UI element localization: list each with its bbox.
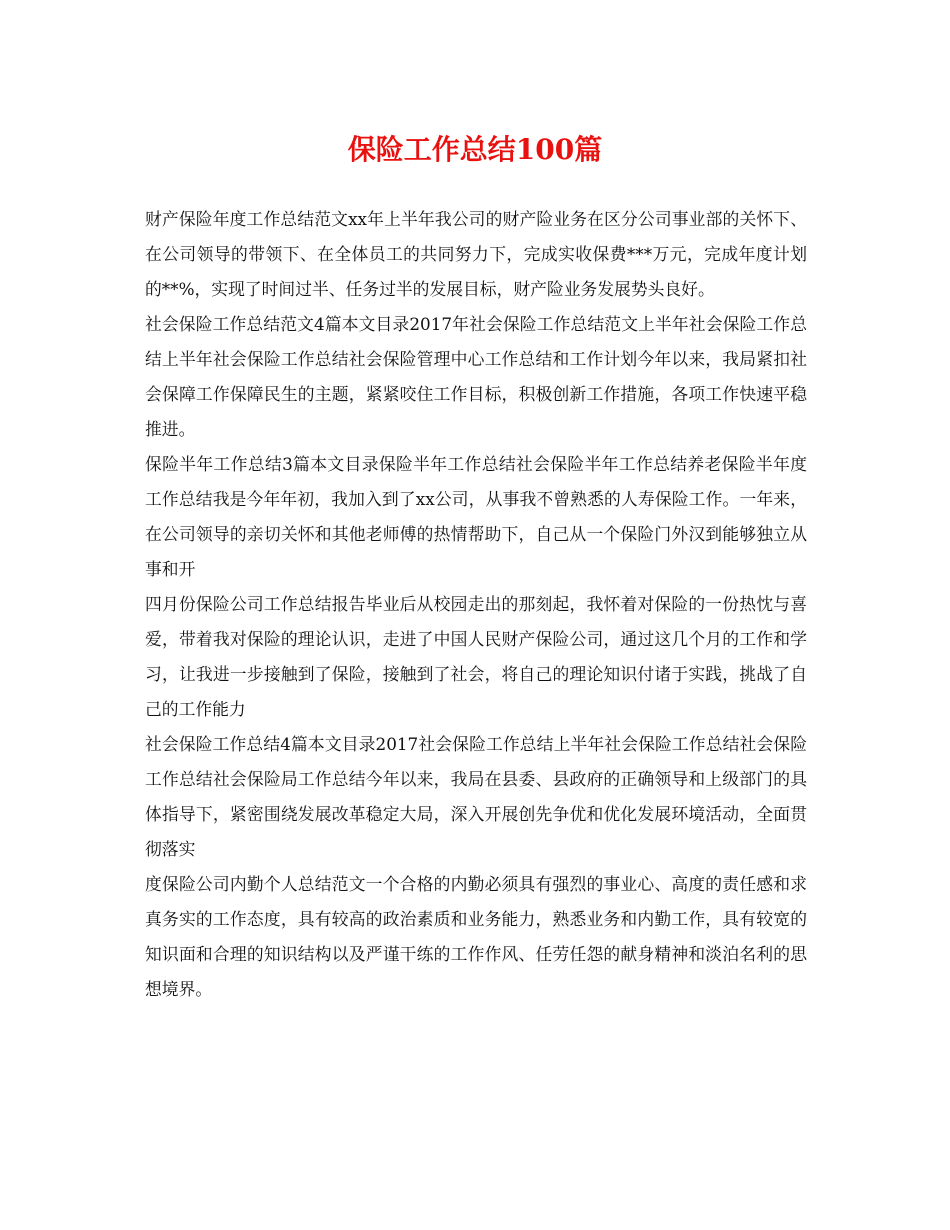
document-body [145,202,807,1007]
paragraph-5: 社会保险工作总结4篇本文目录2017社会保险工作总结上半年社会保险工作总结社会保险工作总结社会保险局工作总结今年以来，我局在县委、县政府的正确领导和上级部门的具体指导下，紧密围绕发展改革稳定大局，深入开展创先争优和优化发展环境活动，全面贯彻落实 [145,734,807,859]
paragraph-3: 保险半年工作总结3篇本文目录保险半年工作总结社会保险半年工作总结养老保险半年度工作总结我是今年年初，我加入到了xx公司，从事我不曾熟悉的人寿保险工作。一年来，在公司领导的亲切关怀和其他老师傅的热情帮助下，自己从一个保险门外汉到能够独立从事和开 [145,454,807,579]
paragraph-6: 度保险公司内勤个人总结范文一个合格的内勤必须具有强烈的事业心、高度的责任感和求真务实的工作态度，具有较高的政治素质和业务能力，熟悉业务和内勤工作，具有较宽的知识面和合理的知识结构以及严谨干练的工作作风、任劳任怨的献身精神和淡泊名利的思想境界。 [145,874,807,999]
paragraph-1: 财产保险年度工作总结范文xx年上半年我公司的财产险业务在区分公司事业部的关怀下、在公司领导的带领下、在全体员工的共同努力下，完成实收保费***万元，完成年度计划的**%，实现了时间过半、任务过半的发展目标，财产险业务发展势头良好。 [145,209,807,299]
paragraph-4: 四月份保险公司工作总结报告毕业后从校园走出的那刻起，我怀着对保险的一份热忱与喜爱，带着我对保险的理论认识，走进了中国人民财产保险公司，通过这几个月的工作和学习，让我进一步接触到了保险，接触到了社会，将自己的理论知识付诸于实践，挑战了自己的工作能力 [145,594,807,719]
paragraph-2: 社会保险工作总结范文4篇本文目录2017年社会保险工作总结范文上半年社会保险工作总结上半年社会保险工作总结社会保险管理中心工作总结和工作计划今年以来，我局紧扣社会保障工作保障民生的主题，紧紧咬住工作目标，积极创新工作措施，各项工作快速平稳推进。 [145,314,807,439]
document-title: 保险工作总结100篇 [347,133,603,166]
